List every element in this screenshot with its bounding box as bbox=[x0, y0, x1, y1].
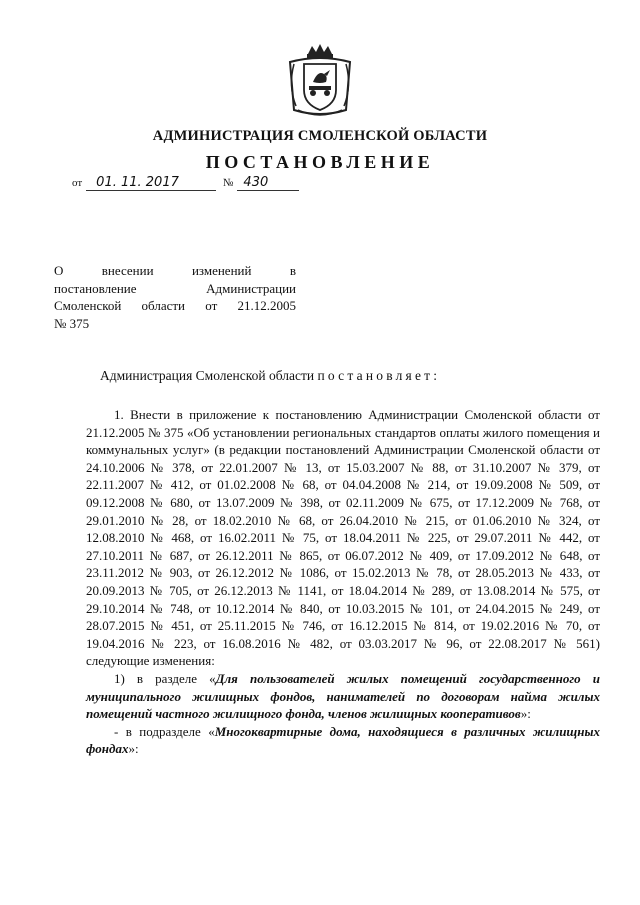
document-body bbox=[86, 406, 600, 758]
resolution-line bbox=[100, 368, 440, 384]
number-value: 430 bbox=[237, 176, 299, 191]
resolution-prefix: Администрация Смоленской области bbox=[100, 368, 318, 383]
p2-prefix: 1) в разделе « bbox=[114, 670, 216, 686]
subject-line: О внесении изменений в bbox=[54, 263, 296, 278]
number-prefix: № bbox=[222, 177, 234, 189]
date-value: 01. 11. 2017 bbox=[86, 176, 216, 191]
subject-block bbox=[54, 262, 296, 332]
coat-of-arms-icon bbox=[280, 40, 360, 120]
subject-line: № 375 bbox=[54, 315, 90, 331]
p3-subsection-title: Многоквартирные дома, находящиеся в различных жилищных фондах bbox=[86, 723, 600, 757]
subject-line: постановление Администрации bbox=[54, 280, 296, 296]
p3-suffix: »: bbox=[128, 741, 139, 757]
paragraph-2 bbox=[86, 670, 600, 723]
p2-suffix: »: bbox=[520, 706, 531, 722]
subject-line: Смоленской области от 21.12.2005 bbox=[54, 298, 296, 313]
organization-title: АДМИНИСТРАЦИЯ СМОЛЕНСКОЙ ОБЛАСТИ bbox=[152, 128, 488, 144]
p2-section-title: Для пользователей жилых помещений государственного и муниципального жилищных фондов, нанимателей по договорам найма жилых помещений частного жилищного фонда, членов жилищных кооперативов bbox=[86, 670, 601, 722]
date-number-line bbox=[68, 176, 299, 191]
paragraph-1: 1. Внести в приложение к постановлению Администрации Смоленской области от 21.12.2005 № 375 «Об установлении региональных стандартов оплаты жилого помещения и коммунальных услуг» (в редакции постановлений Администрации Смоленской области от 24.10.2006 № 378, от 22.01.2007 № 13, от 15.03.2007 № 88, от 31.10.2007 № 379, от 22.11.2007 № 412, от 01.02.2008 № 68, от 04.04.2008 № 214, от 19.09.2008 № 509, от 09.12.2008 № 680, от 13.07.2009 № 398, от 02.11.2009 № 675, от 17.12.2009 № 768, от 29.01.2010 № 28, от 18.02.2010 № 68, от 26.04.2010 № 215, от 01.06.2010 № 324, от 12.08.2010 № 468, от 16.02.2011 № 75, от 18.04.2011 № 225, от 29.07.2011 № 442, от 27.10.2011 № 687, от 26.12.2011 № 865, от 06.07.2012 № 409, от 17.09.2012 № 648, от 23.11.2012 № 903, от 26.12.2012 № 1086, от 15.02.2013 № 78, от 28.05.2013 № 433, от 20.09.2013 № 705, от 26.12.2013 № 1141, от 18.04.2014 № 289, от 13.08.2014 № 575, от 29.10.2014 № 748, от 10.12.2014 № 840, от 10.03.2015 № 101, от 24.04.2015 № 249, от 28.07.2015 № 451, от 25.11.2015 № 746, от 16.12.2015 № 814, от 19.02.2016 № 70, от 19.04.2016 № 223, от 16.08.2016 № 482, от 03.03.2017 № 96, от 22.08.2017 № 561) следующие изменения: bbox=[86, 407, 600, 669]
document-type-title: ПОСТАНОВЛЕНИЕ bbox=[205, 152, 435, 172]
resolution-verb: постановляет: bbox=[317, 368, 441, 383]
p3-prefix: - в подразделе « bbox=[114, 723, 215, 739]
paragraph-3 bbox=[86, 723, 600, 758]
date-prefix: от bbox=[72, 177, 83, 189]
